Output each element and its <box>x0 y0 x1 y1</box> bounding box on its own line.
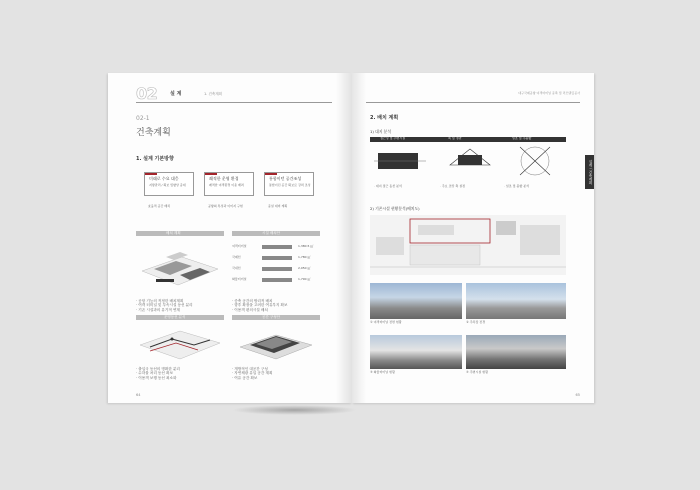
diagram-title-2: 시설 배치안 <box>262 231 281 235</box>
site-analysis-diagrams <box>370 143 566 181</box>
photo-caption-4: ④ 주변시설 현황 <box>466 370 488 374</box>
circulation-diagram <box>136 323 224 363</box>
bullets-a: · 공항 기능의 적정한 배치계획 · 여객 터미널 및 부속시설 동선 분리 · 기존 시설과의 유기적 연계 <box>136 299 193 312</box>
page-number-left: 64 <box>136 393 141 397</box>
right-page <box>352 73 594 403</box>
header-rule <box>136 102 332 103</box>
bar-value: 1,380.5 ㎡ <box>298 244 314 248</box>
diagram-title-3: 운영동선 분석 <box>164 315 186 319</box>
sub-heading-2: 2) 기존시설 현황분석(배치도) <box>370 206 420 211</box>
page-number-right: 65 <box>575 393 580 397</box>
policy-body: 쾌적한 여객환경 이용 배려 <box>209 183 244 187</box>
policy-accent <box>145 173 157 175</box>
policy-box-2 <box>204 172 254 196</box>
policy-sub-2: 공항의 특성과 이미지 구현 <box>208 204 243 208</box>
photo-2 <box>466 283 566 319</box>
diagram-title-1: 배치 계획 <box>166 231 181 235</box>
analysis-col-3: 일조 및 주풍향 <box>512 136 532 140</box>
bar <box>262 278 292 282</box>
site-plan-map <box>370 215 566 275</box>
chapter-title: 설 계 <box>170 91 182 97</box>
subheading: 1. 설계 기본방향 <box>136 156 174 162</box>
bar-value: 2,050 ㎡ <box>298 266 311 270</box>
bar <box>262 267 292 271</box>
photo-4 <box>466 335 566 369</box>
left-page <box>108 73 352 403</box>
bar-value: 1,790 ㎡ <box>298 277 311 281</box>
analysis-note-1: · 대지 접근 동선 분석 <box>374 184 402 188</box>
policy-title: 미래로 수요 대응 <box>149 176 179 181</box>
policy-box-1 <box>144 172 194 196</box>
book-shadow <box>232 405 357 415</box>
chapter-subtitle: 1. 건축계획 <box>204 92 222 96</box>
policy-body: 통합이던 공간 확보로 강력 조성 <box>269 183 311 187</box>
policy-sub-1: 효율적 공간 배치 <box>148 204 171 208</box>
space-diagram <box>232 323 320 363</box>
bar-value: 1,780 ㎡ <box>298 255 311 259</box>
chapter-side-tab: 설계 / 건축계획 <box>585 155 594 189</box>
section-number: 02-1 <box>136 115 150 122</box>
policy-title: 쾌적한 운영 환경 <box>209 176 239 181</box>
photo-caption-1: ① 여객터미널 전면 현황 <box>370 320 402 324</box>
policy-accent <box>205 173 217 175</box>
site-plan-diagram <box>136 239 224 295</box>
book-gutter <box>336 73 366 403</box>
right-heading: 2. 배치 계획 <box>370 115 399 121</box>
photo-caption-3: ③ 화물터미널 현황 <box>370 370 395 374</box>
policy-body: 지방관리 / 확보 및향상 증대 <box>149 183 186 187</box>
policy-box-3 <box>264 172 314 196</box>
bar-label: 국내선 <box>232 266 241 270</box>
photo-3 <box>370 335 462 369</box>
bullets-b: · 증축 공간의 합리적 배치 · 향후 확장을 고려한 여유부지 확보 · 이용객 편의시설 배치 <box>232 299 288 312</box>
bar <box>262 245 292 249</box>
running-header: 대구국제공항 여객터미널 증축 및 리모델링공사 <box>518 91 580 95</box>
policy-sub-3: 증설 대비 계획 <box>268 204 288 208</box>
bar-label: 국제선 <box>232 255 241 259</box>
diagram-title-4: 공간 구성안 <box>262 315 281 319</box>
area-table <box>232 241 320 295</box>
photo-caption-2: ② 주차장 전경 <box>466 320 486 324</box>
policy-accent <box>265 173 277 175</box>
bullets-c: · 출입국 동선의 명확한 분리 · 수하물 처리 동선 확보 · 이용객 보행 동선 최소화 <box>136 367 180 380</box>
bar-label: 여객터미널 <box>232 244 247 248</box>
sub-heading-1: 1) 대지 분석 <box>370 129 391 134</box>
analysis-note-2: · 주요 조망 축 설정 <box>440 184 466 188</box>
bar-label: 화물터미널 <box>232 277 247 281</box>
header-rule-right <box>366 102 580 103</box>
section-title: 건축계획 <box>136 128 171 138</box>
analysis-col-1: 접근성 및 주변시설 <box>380 136 406 140</box>
chapter-number: 02 <box>136 84 158 103</box>
photo-1 <box>370 283 462 319</box>
bar <box>262 256 292 260</box>
bullets-d: · 개방적인 대공간 구성 · 자연채광 유입 공간 계획 · 여유 공간 확보 <box>232 367 273 380</box>
analysis-note-3: · 일조 및 풍향 분석 <box>504 184 530 188</box>
policy-title: 통합이던 공간조성 <box>269 176 302 181</box>
analysis-col-2: 축 및 경관 <box>448 136 462 140</box>
